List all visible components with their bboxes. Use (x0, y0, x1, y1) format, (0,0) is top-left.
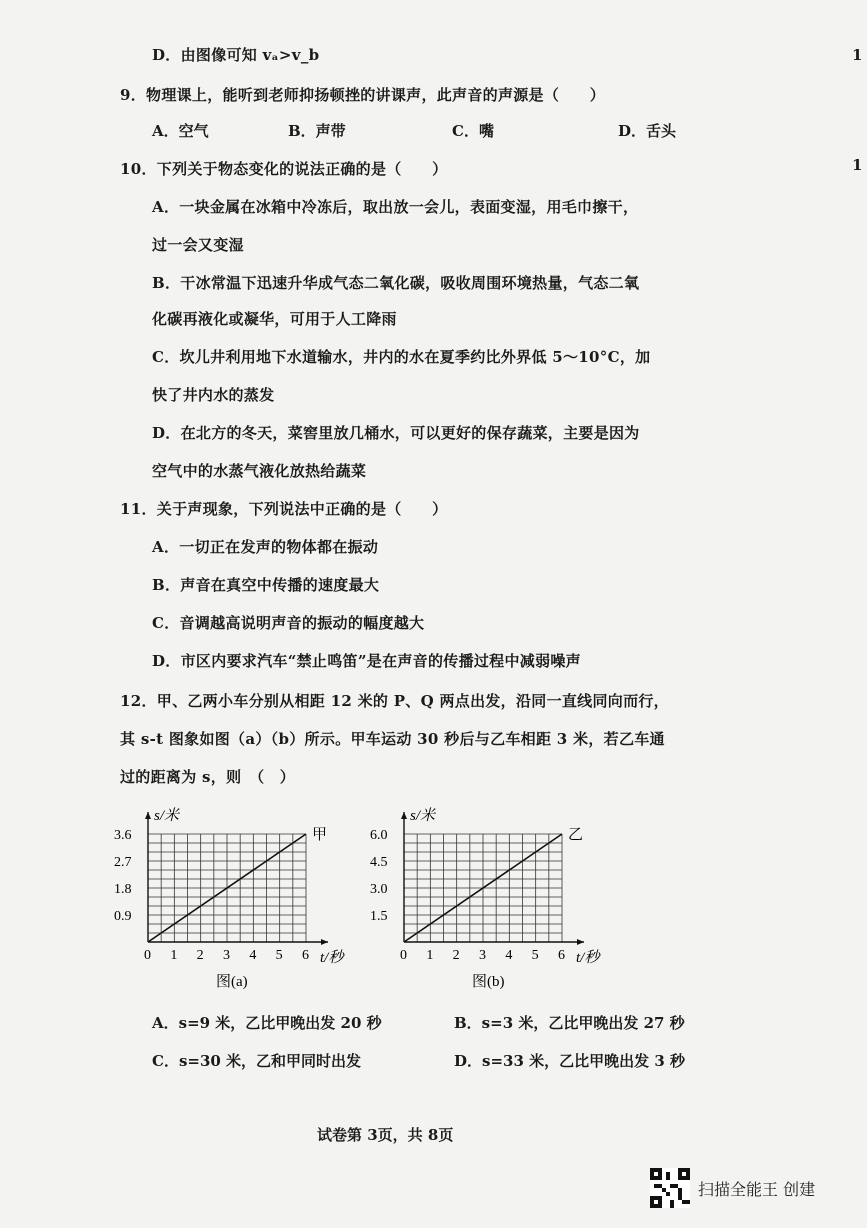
q9-option-c: C．嘴 (452, 122, 494, 140)
q12-option-d: D．s=33 米，乙比甲晚出发 3 秒 (454, 1052, 685, 1070)
q9-option-b: B．声带 (288, 122, 346, 140)
y-axis-label: s/米 (154, 808, 180, 824)
q12-option-b: B．s=3 米，乙比甲晚出发 27 秒 (454, 1014, 685, 1032)
q12-option-c: C．s=30 米，乙和甲同时出发 (152, 1052, 362, 1070)
x-tick-label: 0 (144, 948, 151, 963)
y-axis-arrow (401, 812, 407, 819)
x-axis-arrow (577, 939, 584, 945)
graph-a (110, 802, 350, 996)
x-axis-label: t/秒 (576, 950, 600, 966)
q10-stem: 10．下列关于物态变化的说法正确的是（ ） (120, 160, 448, 178)
y-tick-label: 3.0 (370, 882, 388, 897)
q12-stem-line2: 其 s-t 图象如图（a）（b）所示。甲车运动 30 秒后与乙车相距 3 米，若乙车通 (120, 730, 665, 748)
scanner-watermark (650, 1168, 815, 1208)
x-tick-label: 3 (223, 948, 230, 963)
q12-stem-line3: 过的距离为 s，则 （ ） (120, 768, 296, 786)
scanner-label: 扫描全能王 创建 (698, 1179, 816, 1199)
graph-b (366, 802, 616, 996)
graph-caption: 图(a) (216, 974, 248, 990)
y-tick-label: 4.5 (370, 855, 388, 870)
x-tick-label: 6 (558, 948, 565, 963)
x-axis-arrow (321, 939, 328, 945)
x-axis-label: t/秒 (320, 950, 344, 966)
graph-caption: 图(b) (472, 974, 505, 990)
q10-option-d-cont: 空气中的水蒸气液化放热给蔬菜 (152, 462, 367, 480)
q10-option-a: A．一块金属在冰箱中冷冻后，取出放一会儿，表面变湿，用毛巾擦干， (152, 198, 639, 216)
y-axis-label: s/米 (410, 808, 436, 824)
y-axis-arrow (145, 812, 151, 819)
series-label: 甲 (312, 827, 328, 843)
q9-option-d: D．舌头 (618, 122, 677, 140)
q11-stem: 11．关于声现象，下列说法中正确的是（ ） (120, 500, 448, 518)
graph-b-svg (366, 802, 616, 992)
x-tick-label: 6 (302, 948, 309, 963)
y-tick-label: 2.7 (114, 855, 132, 870)
x-tick-label: 2 (196, 948, 204, 963)
q11-option-d: D．市区内要求汽车“禁止鸣笛”是在声音的传播过程中减弱噪声 (152, 652, 581, 670)
y-tick-label: 6.0 (370, 828, 388, 843)
q11-option-c: C．音调越高说明声音的振动的幅度越大 (152, 614, 425, 632)
q9-option-a: A．空气 (152, 122, 209, 140)
q11-option-b: B．声音在真空中传播的速度最大 (152, 576, 380, 594)
edge-mark: 1 (852, 46, 863, 64)
x-tick-label: 2 (452, 948, 460, 963)
x-tick-label: 5 (531, 948, 539, 963)
q9-stem: 9．物理课上，能听到老师抑扬顿挫的讲课声，此声音的声源是（ ） (120, 86, 606, 104)
y-tick-label: 0.9 (114, 909, 132, 924)
x-tick-label: 3 (479, 948, 486, 963)
q12-option-a: A．s=9 米，乙比甲晚出发 20 秒 (152, 1014, 382, 1032)
page-footer: 试卷第 3页，共 8页 (317, 1126, 454, 1144)
x-tick-label: 4 (249, 948, 257, 963)
q10-option-b-cont: 化碳再液化或凝华，可用于人工降雨 (152, 310, 397, 328)
qr-code-icon (650, 1168, 690, 1208)
x-tick-label: 5 (275, 948, 283, 963)
q11-option-a: A．一切正在发声的物体都在振动 (152, 538, 379, 556)
x-tick-label: 1 (170, 948, 178, 963)
q10-option-c-cont: 快了井内水的蒸发 (152, 386, 275, 404)
y-tick-label: 3.6 (114, 828, 132, 843)
q8-option-d: D．由图像可知 vₐ>v_b (152, 46, 320, 64)
y-tick-label: 1.5 (370, 909, 388, 924)
q10-option-c: C．坎儿井利用地下水道输水，井内的水在夏季约比外界低 5～10°C，加 (152, 348, 651, 366)
x-tick-label: 1 (426, 948, 434, 963)
graph-a-svg (110, 802, 350, 992)
q12-stem-line1: 12．甲、乙两小车分别从相距 12 米的 P、Q 两点出发，沿同一直线同向而行， (120, 692, 669, 710)
q10-option-d: D．在北方的冬天，菜窖里放几桶水，可以更好的保存蔬菜，主要是因为 (152, 424, 640, 442)
edge-mark: 1 (852, 156, 863, 174)
y-tick-label: 1.8 (114, 882, 132, 897)
x-tick-label: 4 (505, 948, 513, 963)
q10-option-b: B．干冰常温下迅速升华成气态二氧化碳，吸收周围环境热量，气态二氧 (152, 274, 640, 292)
series-label: 乙 (568, 827, 584, 843)
x-tick-label: 0 (400, 948, 407, 963)
q10-option-a-cont: 过一会又变湿 (152, 236, 244, 254)
